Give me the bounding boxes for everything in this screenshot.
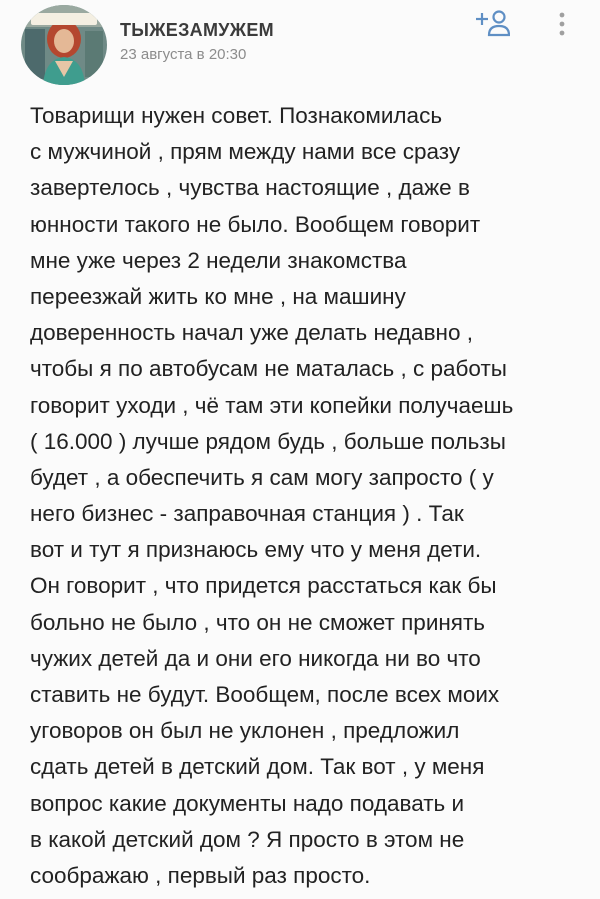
post-text-line: с мужчиной , прям между нами все сразу [30,139,461,165]
post-text-line: него бизнес - заправочная станция ) . Так [30,501,464,527]
post-text-line: юнности такого не было. Вообщем говорит [30,211,481,237]
post-text-line: мне уже через 2 недели знакомства [30,247,407,273]
woman-portrait-icon [21,5,107,85]
post-text-line: чужих детей да и они его никогда ни во что [30,645,481,671]
post-text-line: говорит уходи , чё там эти копейки получаешь [30,392,514,418]
post-text-line: больно не было , что он не сможет принять [30,609,486,635]
post-text-line: Он говорит , что придется расстаться как бы [30,573,497,599]
post-text-line: вот и тут я признаюсь ему что у меня дети. [30,537,482,563]
post-text-line: Товарищи нужен совет. Познакомилась [30,103,443,128]
post-text-line: доверенность начал уже делать недавно , [30,320,473,346]
more-button[interactable] [554,10,570,40]
post-text-line: в какой детский дом ? Я просто в этом не [30,826,465,852]
post-text-line: завертелось , чувства настоящие , даже в [30,175,470,201]
post-text-line: вопрос какие документы надо подавать и [30,790,465,816]
post-text-line: чтобы я по автобусам не маталась , с работы [30,356,507,382]
post-text-line: ставить не будут. Вообщем, после всех моих [30,682,500,707]
post-text-line: соображаю , первый раз просто. [30,862,371,888]
post-text-line: уговоров он был не уклонен , предложил [30,718,460,744]
post-text [30,98,586,894]
group-name[interactable]: ТЫЖЕЗАМУЖЕМ [120,20,274,40]
post-text-line: будет , а обеспечить я сам могу запросто ( у [30,464,494,490]
post-text-line: ( 16.000 ) лучше рядом будь , больше пользы [30,428,506,454]
more-vertical-icon [554,10,570,40]
subscribe-button[interactable] [474,8,510,38]
post-header [0,0,600,95]
add-user-icon [474,8,510,38]
post-date[interactable]: 23 августа в 20:30 [120,46,247,63]
post-text-line: сдать детей в детский дом. Так вот , у меня [30,754,485,780]
group-avatar[interactable] [21,5,107,85]
post-text-line: переезжай жить ко мне , на машину [30,283,406,309]
